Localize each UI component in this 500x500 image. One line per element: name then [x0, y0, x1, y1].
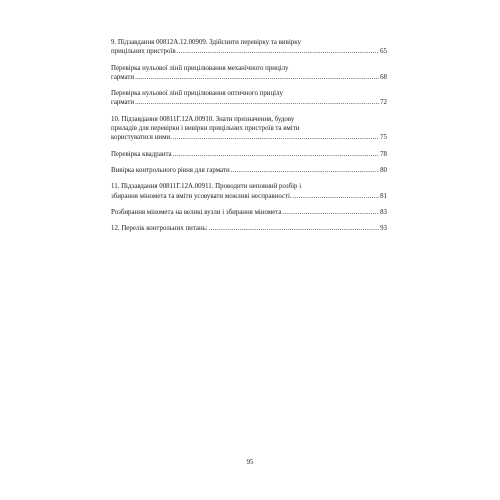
toc-entry-text: Перевірка квадранта	[111, 150, 172, 158]
toc-entry-text: приладів для перевірки і вивірки прицільних пристроїв та вміти	[111, 125, 300, 133]
toc-page-number: 80	[380, 166, 387, 174]
leader-dots	[135, 99, 379, 108]
toc-entry-text: 9. Підзавдання 00812А.12.00909. Здійснити перевірку та вивірку	[111, 39, 301, 46]
toc-entry	[111, 167, 387, 176]
toc-page-number: 68	[380, 73, 387, 81]
toc-page-number: 75	[380, 134, 387, 142]
toc-entry-last-line	[111, 48, 387, 57]
toc-entry-text: Перевірка нульової лінії прицілювання оптичного прицілу	[111, 90, 283, 98]
toc-page-number: 65	[380, 48, 387, 56]
toc-entry-last-line	[111, 209, 387, 218]
leader-dots	[231, 167, 379, 176]
toc-entry	[111, 39, 387, 58]
toc-entry	[111, 209, 387, 218]
leader-dots	[177, 48, 380, 57]
toc-entry-line	[111, 183, 387, 192]
toc-page-number: 83	[380, 208, 387, 216]
toc-entry-text: 10. Підзавдання 00811Г.12А.00910. Знати призначення, будову	[111, 115, 295, 123]
toc-entry-last-line	[111, 134, 387, 143]
page-number: 95	[246, 458, 254, 466]
leader-dots	[173, 151, 380, 160]
toc-entry-last-line	[111, 193, 387, 202]
toc-page-number: 78	[380, 150, 387, 158]
toc-entry-text: прицільних пристроїв	[111, 48, 176, 56]
toc-entry-line	[111, 116, 387, 125]
toc-entry-text: 12. Перелік контрольних питань:	[111, 225, 208, 233]
toc-entry-last-line	[111, 99, 387, 108]
leader-dots	[173, 134, 379, 143]
toc-entry-text: користуватися ними.	[111, 134, 172, 142]
leader-dots	[135, 74, 379, 83]
leader-dots	[209, 225, 379, 234]
toc-entry-last-line	[111, 151, 387, 160]
toc-entry-text: гармати	[111, 99, 135, 107]
toc-entry-line	[111, 65, 387, 74]
toc-entry	[111, 225, 387, 234]
toc-entry	[111, 65, 387, 84]
toc-entry	[111, 151, 387, 160]
toc-page-number: 72	[380, 99, 387, 107]
toc-entry-text: гармати	[111, 73, 135, 81]
toc-page-number: 93	[380, 225, 387, 233]
toc-entry-text: Перевірка нульової лінії прицілювання механічного прицілу	[111, 64, 289, 72]
toc-entry-text: Розбирання міномета на великі вузли і збирання міномета	[111, 208, 282, 216]
toc-entry	[111, 90, 387, 109]
toc-entry-line	[111, 125, 387, 134]
toc-entry-line	[111, 90, 387, 99]
toc-entry-text: збирання міномета та вміти усовувати можливі несправності.	[111, 192, 292, 200]
table-of-contents	[111, 39, 387, 241]
toc-entry-last-line	[111, 225, 387, 234]
toc-page-number: 81	[380, 192, 387, 200]
toc-entry	[111, 116, 387, 144]
leader-dots	[282, 209, 379, 218]
toc-entry-last-line	[111, 167, 387, 176]
leader-dots	[293, 193, 379, 202]
toc-entry	[111, 183, 387, 202]
toc-entry-last-line	[111, 74, 387, 83]
toc-entry-text: Вивірка контрольного рівня для гармати	[111, 166, 230, 174]
toc-entry-text: 11. Підзавдання 00811Г.12А.00911. Проводити неповний розбір і	[111, 183, 302, 191]
toc-entry-line	[111, 39, 387, 48]
